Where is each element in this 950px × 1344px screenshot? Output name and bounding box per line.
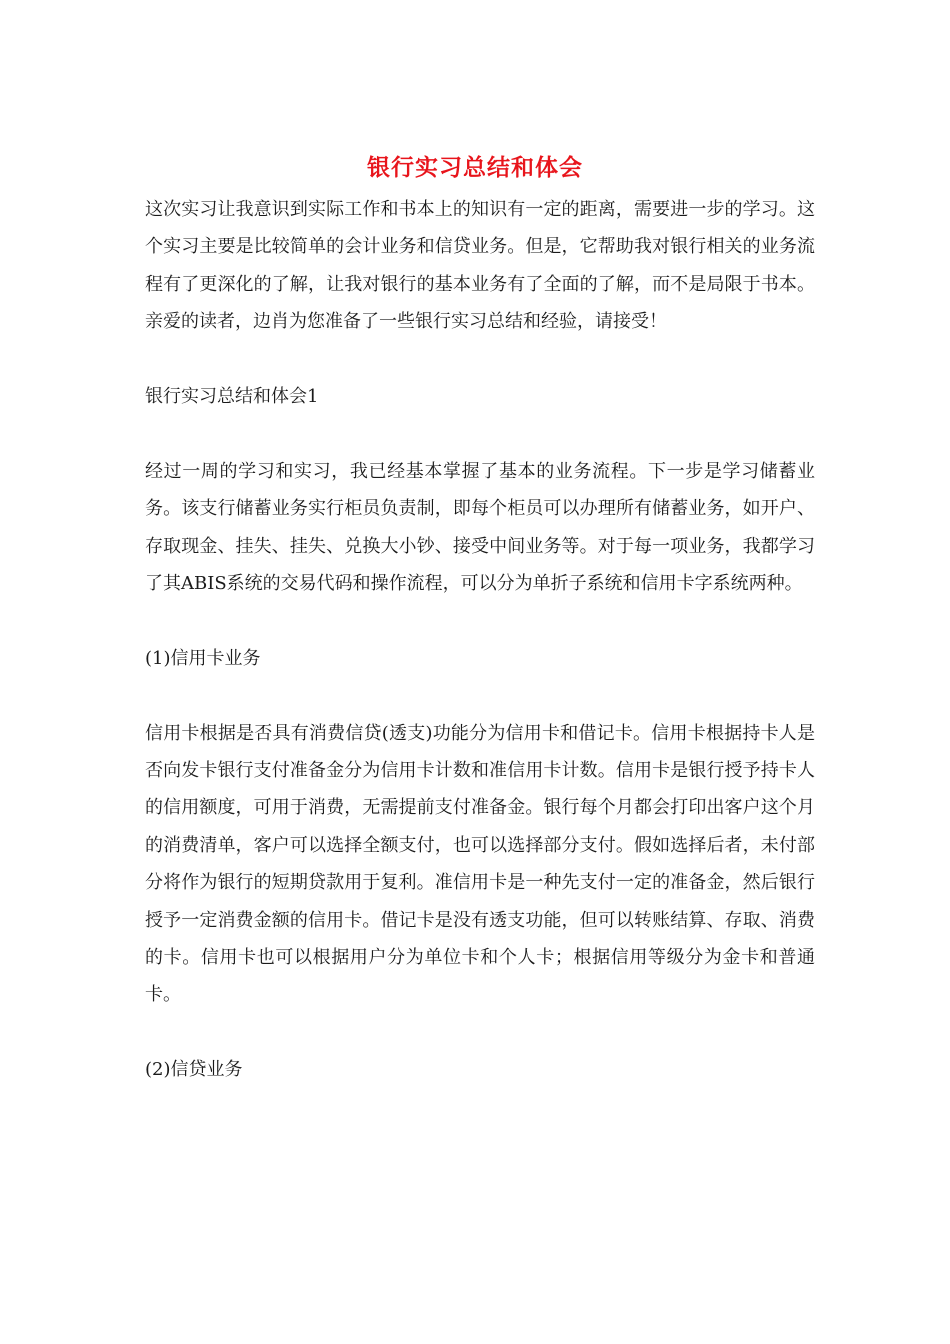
- intro-paragraph: 这次实习让我意识到实际工作和书本上的知识有一定的距离，需要进一步的学习。这个实习主要是比较简单的会计业务和信贷业务。但是，它帮助我对银行相关的业务流程有了更深化的了解，让我对银行的基本业务有了全面的了解，而不是局限于书本。亲爱的读者，边肖为您准备了一些银行实习总结和经验，请接受！: [145, 199, 815, 333]
- subsection-heading-credit-business: (2)信贷业务: [145, 1059, 243, 1081]
- body-paragraph: 信用卡根据是否具有消费信贷(透支)功能分为信用卡和借记卡。信用卡根据持卡人是否向发卡银行支付准备金分为信用卡计数和准信用卡计数。信用卡是银行授予持卡人的信用额度，可用于消费，无需提前支付准备金。银行每个月都会打印出客户这个月的消费清单，客户可以选择全额支付，也可以选择部分支付。假如选择后者，未付部分将作为银行的短期贷款用于复利。准信用卡是一种先支付一定的准备金，然后银行授予一定消费金额的信用卡。借记卡是没有透支功能，但可以转账结算、存取、消费的卡。信用卡也可以根据用户分为单位卡和个人卡；根据信用等级分为金卡和普通卡。: [145, 722, 815, 1006]
- section-heading-1: 银行实习总结和体会1: [145, 386, 319, 408]
- subsection-heading-credit-card: (1)信用卡业务: [145, 647, 261, 669]
- body-paragraph: 经过一周的学习和实习，我已经基本掌握了基本的业务流程。下一步是学习储蓄业务。该支行储蓄业务实行柜员负责制，即每个柜员可以办理所有储蓄业务，如开户、存取现金、挂失、挂失、兑换大小钞、接受中间业务等。对于每一项业务，我都学习了其ABIS系统的交易代码和操作流程，可以分为单折子系统和信用卡字系统两种。: [145, 460, 815, 595]
- document-body: [145, 191, 815, 1089]
- document-title: 银行实习总结和体会: [367, 155, 583, 181]
